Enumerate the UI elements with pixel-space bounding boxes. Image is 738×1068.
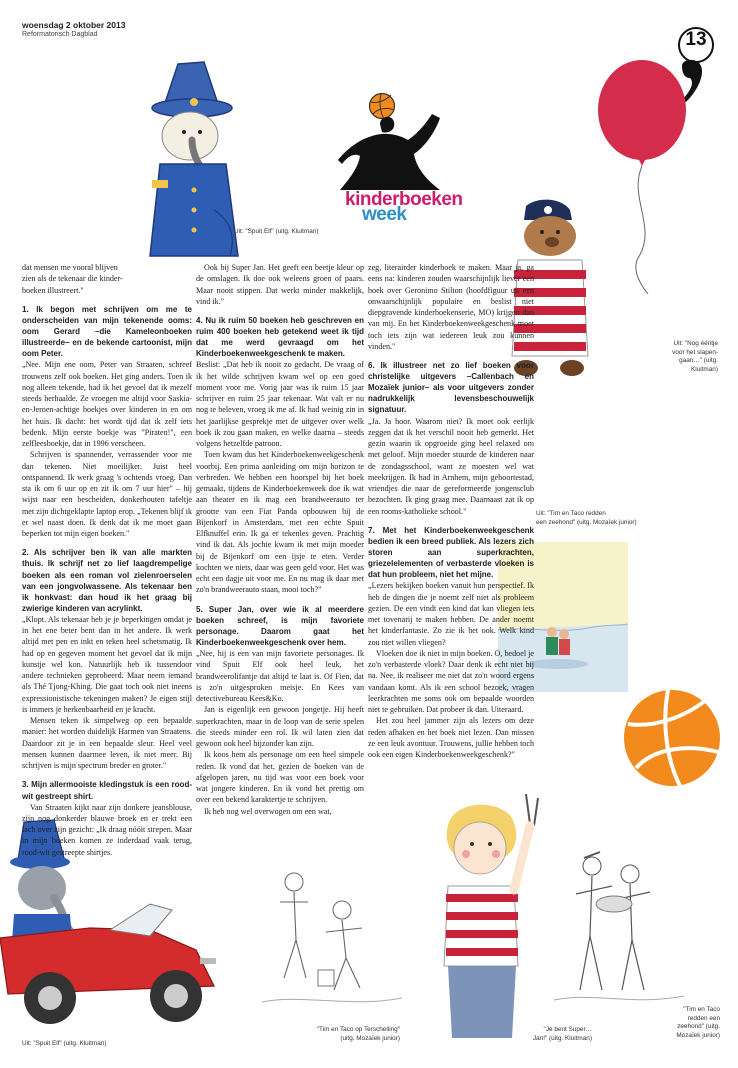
col3-para: zeg, literairder kinderboek te maken. Maar ja, ga eens na: kinderen zouden waarschijnlijk liever een boek over Geronimo Stilton (hoofdfiguur uit een onwaarschijnlijk populaire en beslist niet diepgravende kinderboekenserie, MO) krijgen dan van mij. En het Kinderboekenweekgeschenk moet toch iets zijn wat iedereen leuk zou kunnen vinden." [368, 263, 534, 351]
col2-para: Ik koos hem als personage om een heel simpele reden. Ik vond dat het, gezien de boeken van de afgelopen jaren, nu tijd was voor een boek voor wat jongere kinderen. En ik vond het prettig om over een bekend karaktertje te schrijven. [196, 750, 364, 805]
col2-para: Jan is eigenlijk een gewoon jongetje. Hij heeft superkrachten, maar in de loop van de serie spelen die steeds minder een rol. Ik wil laten zien dat gewoon ook heel bijzonder kan zijn. [196, 705, 364, 749]
col3-para: Vloeken doe ik niet in mijn boeken. O, bedoel je zo'n verbasterde vloek? Daar denk ik echt niet bij na. Nee, ik realiseer me niet dat zo'n woord ergens vandaan komt. Als ik een school bezoek, vragen leerkrachten me soms ook om bepaalde woorden niet te gebruiken. Dat probeer ik dan. Uiteraard. [368, 648, 534, 715]
col1-para: „Klopt. Als tekenaar heb je je beperkingen omdat je in het ene beter bent dan in het andere. Ik werk altijd met pen en inkt en teken heel schetsmatig. Ik had op en gegeven moment het gevoel dat ik mijn kunstje wel kon. Natuurlijk heb ik tussendoor andere technieken geprobeerd. Maar neem iemand als Thé Tjong-Khing. Die gaat toch ook niet ineens expressionistische tekeningen maken? Je eigen stijl is immers je herkenbaarheid en je kracht. [22, 614, 192, 714]
col1-para: „Nee. Mijn ene oom, Peter van Straaten, schreef trouwens zelf ook boeken. Het ging anders. Toen ik nog alleen tekende, had ik het gevoel dat ik mezelf steeds herhaalde. Ze vroegen me altijd voor Saskia-en-Jeroen-achtige boekjes over kinderen in en om het huis. Ik dacht: het wordt tijd dat ik zelf iets bedenk. Mijn eerste boekje was "Piraten!", een zelfleesboekje, dat in 1996 verscheen. [22, 360, 192, 449]
kids-beach-sketch-illustration [262, 862, 402, 1022]
caption-zeehond-bottom: "Tim en Taco redden een zeehond" (uitg. Mozaïek junior) [676, 1006, 720, 1039]
col1-question-1: 1. Ik begon met schrijven om me te onderscheiden van mijn tekenende ooms: oom Gerard –die Kameleonboeken illustreerde– en de bekende cartoonist, mijn oom Peter. [22, 304, 192, 359]
caption-je-bent-super: "Je bent Super… Jan!" (uitg. Kluitman) [532, 1026, 592, 1042]
col1-para: zien als de tekenaar die kinder- [22, 274, 123, 284]
caption-spuit-elf-top: Uit: "Spuit Elf" (uitg. Kluitman) [234, 228, 319, 235]
col1-para: Van Straaten kijkt naar zijn donkere jeansblouse, zijn nog donkerder blauwe broek en er trekt een lach over zijn gezicht: „Ik draag nóóit strepen. Maar in mijn boeken komen ze inderdaad vaak terug, rood-wit gestreepte shirtjes. [22, 802, 192, 857]
caption-terschelling: "Tim en Taco op Terschelling" (uitg. Mozaïek junior) [316, 1026, 400, 1042]
article-column-2 [196, 262, 364, 817]
col3-question-6: 6. Ik illustreer net zo lief boeken voor christelijke uitgevers –Callenbach en Mozaïek junior– als voor uitgevers zonder nadrukkelijk levensbeschouwelijk signatuur. [368, 361, 534, 415]
col3-para: „Lezers bekijken boeken vanuit hun perspectief. Ik heb de dingen die je noemt zelf niet als probleem gezien. De een vindt een kind dat kan vliegen iets met tovenarij te maken hebben. De ander noemt het kinderfantasie. Zo zie ik het ook. Welk kind zou niet willen vliegen? [368, 581, 534, 647]
logo-text-week: week [362, 204, 407, 225]
col2-para: Ook bij Super Jan. Het geeft een beetje kleur op de omslagen. Ik doe ook weleens groen of paars. Maar nooit stippen. Dat werkt minder makkelijk, vind ik." [196, 263, 364, 306]
logo-text-kinderboeken: kinderboeken [345, 189, 463, 210]
caption-nog-eentje: Uit: "Nog ééntje voor het slapen- gaan…" (uitg. Kluitman) [672, 340, 718, 373]
kids-with-seal-sketch-illustration [554, 840, 684, 1020]
red-balloon-illustration [588, 58, 700, 298]
logo-silhouette [336, 112, 460, 194]
col2-para: „Nee, hij is een van mijn favoriete personages. Ik vind Spuit Elf ook heel leuk, het brandweerolifantje dat altijd te laat is. Of Fien, dat is zo'n uitgesproken meisje. En Kees van detectivebureau Kees&Ko. [196, 649, 364, 704]
col2-para: Beslist: „Dat heb ik nooit zo gedacht. De vraag of ik het wilde schrijven kwam wel op een goed moment voor me. Vorig jaar was ik ruim 15 jaar schrijver en ruim 25 jaar tekenaar. Wat valt er nu nog te beleven, vroeg ik me af. Ik had weinig zin in het jaarlijkse gesprekje met de uitgever over welk boek ik zou gaan maken, en welke daarna – steeds volgens hetzelfde patroon. [196, 360, 364, 449]
col3-question-7: 7. Met het Kinderboekenweekgeschenk bedien ik een breed publiek. Als lezers zich storen aan superkrachten, griezelelementen of verbasterde vloeken is dat hun probleem, niet het mijne. [368, 525, 534, 580]
article-column-3 [368, 262, 534, 760]
officer-illustration [140, 60, 252, 270]
article-column-1 [22, 262, 192, 858]
caption-spuit-elf-bottom: Uit: "Spuit Elf" (uitg. Kluitman) [22, 1040, 107, 1047]
issue-date: woensdag 2 oktober 2013 [22, 20, 126, 30]
col1-para: boeken illustreert." [22, 285, 84, 295]
publication-name: Reformatorisch Dagblad [22, 31, 98, 38]
volleyball-icon [622, 688, 722, 788]
col2-question-4: 4. Nu ik ruim 50 boeken heb geschreven en ruim 400 boeken heb getekend weet ik tijd dat me werd gevraagd om het Kinderboekenweekgeschenk te maken. [196, 316, 364, 359]
col1-para: Mensen teken ik simpelweg op een bepaalde manier: het worden duidelijk Harmen van Straatens. Daardoor zit je in een bepaalde sleur. Heel veel mensen kunnen daarmee leven, ik niet meer. Bij schrijven is mijn spectrum breder en groter." [22, 716, 192, 771]
col1-question-3: 3. Mijn allermooiste kledingstuk is een rood-wit gestreept shirt. [22, 780, 192, 801]
col3-para: Het zou heel jammer zijn als lezers om deze reden afhaken en het boek niet lezen. Dan missen ze een leuk avontuur. Trouwens, jullie hebben toch ook een eigen Kinderboekenweekgeschenk?" [368, 716, 534, 760]
page-number-badge: 13 [678, 27, 714, 63]
col1-question-2: 2. Als schrijver ben ik van alle markten thuis. Ik schrijf net zo lief laagdrempelige boeken als een roman vol zielenroerselen van een jongvolwassene. Als tekenaar ben ik honkvast: dan houd ik het graag bij zwierige kinderen van acrylinkt. [22, 548, 192, 613]
super-jan-boy-illustration [430, 790, 550, 1040]
caption-zeehond-right: Uit: "Tim en Taco redden een zeehond" (uitg. Mozaïek junior) [536, 510, 637, 526]
col1-para: dat mensen me vooral blijven [22, 263, 118, 272]
col2-para: Toen kwam dus het Kinderboekenweekgeschenk voorbij. Een prima aanleiding om mijn horizon te verbreden. We hebben een hoorspel bij het boek gemaakt, tijdens de Kinderboekenweek doe ik wat aan theater en ik mag een brandweerauto ter grootte van een Fiat Panda opbouwen bij de Bijenkorf in Amsterdam, met een echte Spuit Elfknuffel erin. Ik ga er tekenles geven. Prachtig vind ik dat. Als jochie kwam ik met mijn moeder bij de Bijenkorf om een ijsje te eten. Verder kochten we niets, daar was geen geld voor. Het was echt een dagje uit voor me. En nu mag ik daar met zo'n brandweerauto staan, mooi toch?" [196, 450, 364, 595]
col3-para: „Ja. Ja hoor. Waarom niet? Ik moet ook eerlijk zeggen dat ik het verschil nooit heb gemerkt. Het gezin waarin ik opgroeide ging heel relaxed om met geloof. Mijn moeder stuurde de kinderen naar de zondagsschool, want ze moesten wel wat meekrijgen. Ik had in Arnhem, mijn geboortestad, vriendjes die naar de gereformeerde jongensclub bezochten. Ik ging graag mee. Daarnaast zat ik op een rooms-katholieke school." [368, 416, 534, 516]
col2-question-5: 5. Super Jan, over wie ik al meerdere boeken schreef, is mijn favoriete personage. Daarom gaat het Kinderboekenweekgeschenk over hem. [196, 604, 364, 648]
col2-para: Ik heb nog wel overwogen om een wat, [204, 806, 332, 816]
col1-para: Schrijven is spannender, verrassender voor me dan tekenen. Niet moeilijker. Juist heel ontspannend. Ik werk graag 's ochtends vroeg. Dan sta ik om 6 uur op en zit ik om 7 uur hier" – hij wijst naar een bescheiden, donkerhouten tafeltje met zijn dichtgeklapte laptop erop. „Tekenen blijf ik er wel naast doen. Ik denk dat ik me moet gaan beperken tot mijn eigen boeken." [22, 450, 192, 539]
